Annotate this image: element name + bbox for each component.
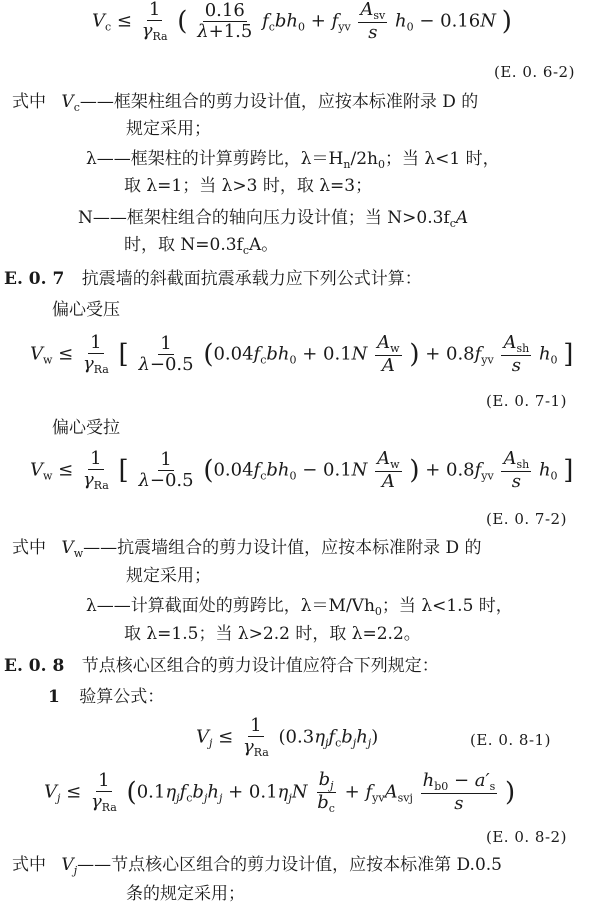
definition-line: 规定采用； [126, 119, 211, 139]
definition-lead: 式中 $V_w——$抗震墙组合的剪力设计值，应按本标准附录 D 的 [12, 538, 482, 560]
definition-line: 取 λ=1；当 λ>3 时，取 λ=3； [124, 176, 373, 196]
section-heading: E. 0. 8 节点核心区组合的剪力设计值应符合下列规定： [4, 656, 439, 676]
case-label: 偏心受压 [52, 300, 120, 320]
formula-e-0-8-2: $V_j$ ≤ $\frac{1}{\gamma_{Ra}}$ ($0.1\eta_jf_cb_jh_j + 0.1\eta_jN$ $\frac{b_j}{b_c}$ + $f_{yv}A_{svj}$ $\frac{h_{b0} - a'_s}{s}$ ) [44, 769, 516, 816]
section-heading: E. 0. 7 抗震墙的斜截面抗震承载力应下列公式计算： [4, 269, 422, 289]
formula-e-0-8-1: $V_j$ ≤ $\frac{1}{\gamma_{Ra}}$ $(0.3\eta_jf_cb_jh_j)$ [196, 715, 379, 759]
definition-lead: 式中 $V_c——$框架柱组合的剪力设计值，应按本标准附录 D 的 [12, 92, 479, 114]
definition-line: 条的规定采用； [126, 884, 245, 904]
definition-line: 时，取 $N=0.3f_cA$。 [124, 235, 279, 257]
equation-number: (E. 0. 6-2) [494, 63, 575, 81]
definition-line: N——框架柱组合的轴向压力设计值；当 $N>0.3f_cA$ [78, 208, 469, 230]
definition-line: 规定采用； [126, 566, 211, 586]
definition-line: λ——框架柱的计算剪跨比，$\lambda=H_n/2h_0$；当 λ<1 时， [86, 149, 500, 171]
formula-e-0-7-1: $V_w$ ≤ $\frac{1}{\gamma_{Ra}}$ [ $\frac{1}{\lambda-0.5}$ ($0.04f_cbh_0 + 0.1N$ $\frac{A_w}{A}$ ) + $0.8f_{yv}$ $\frac{A_{sh}}{s}$ $h_0$ ] [30, 332, 574, 377]
formula-e-0-6-2: $V_c$ ≤ $\frac{1}{\gamma_{Ra}}$ ( $\frac{0.16}{\lambda+1.5}$ $f_cbh_0 + f_{yv}$ $\frac{A_{sv}}{s}$ $h_0 - 0.16N$ ) [92, 0, 512, 44]
item-heading: 1 验算公式： [48, 687, 165, 707]
formula-e-0-7-2: $V_w$ ≤ $\frac{1}{\gamma_{Ra}}$ [ $\frac{1}{\lambda-0.5}$ ($0.04f_cbh_0 - 0.1N$ $\frac{A_w}{A}$ ) + $0.8f_{yv}$ $\frac{A_{sh}}{s}$ $h_0$ ] [30, 448, 574, 493]
equation-number: (E. 0. 7-1) [486, 392, 567, 410]
definition-line: 取 λ=1.5；当 λ>2.2 时，取 λ=2.2。 [124, 624, 421, 644]
equation-number: (E. 0. 7-2) [486, 510, 567, 528]
equation-number: (E. 0. 8-2) [486, 828, 567, 846]
equation-number: (E. 0. 8-1) [470, 731, 551, 749]
definition-lead: 式中 $V_j——$节点核心区组合的剪力设计值，应按本标准第 D.0.5 [12, 855, 502, 877]
definition-line: λ——计算截面处的剪跨比，$\lambda=M/Vh_0$；当 λ<1.5 时， [86, 596, 513, 618]
case-label: 偏心受拉 [52, 418, 120, 438]
